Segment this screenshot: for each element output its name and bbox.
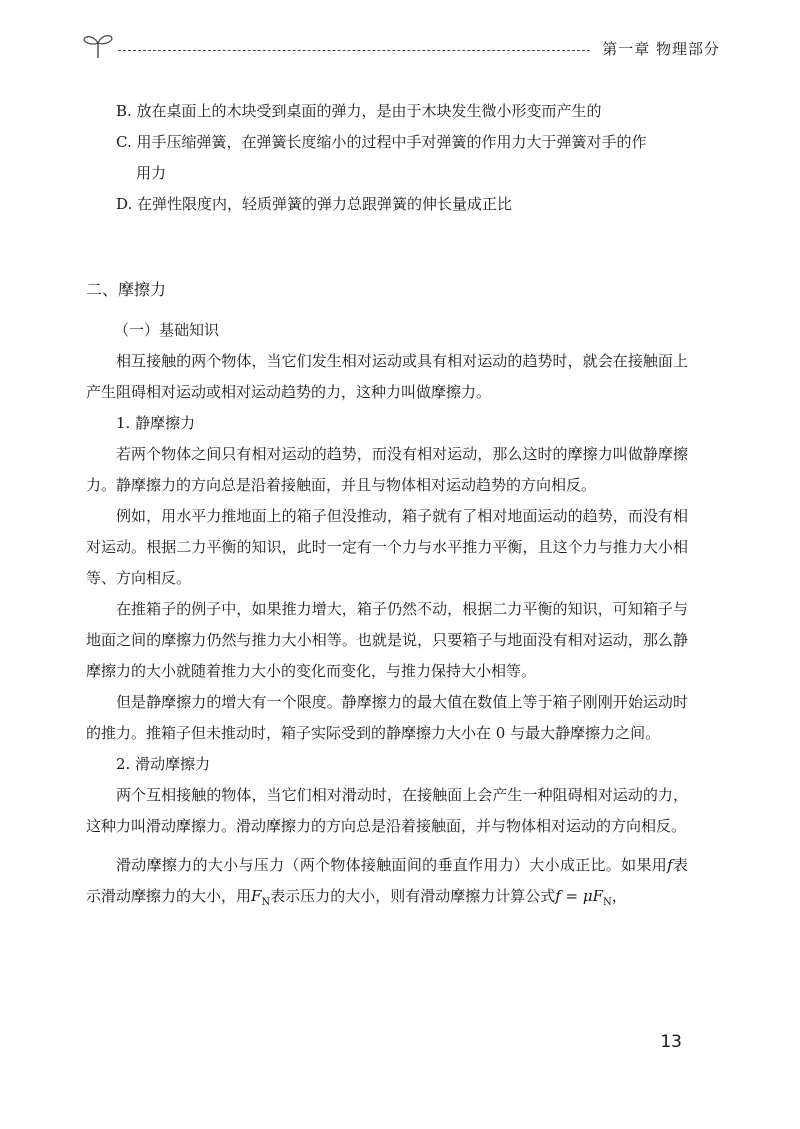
- static-friction-paragraph: 若两个物体之间只有相对运动的趋势，而没有相对运动，那么这时的摩擦力叫做静摩擦力。静摩擦力的方向总是沿着接触面，并且与物体相对运动趋势的方向相反。: [86, 445, 688, 494]
- sprout-icon: [80, 30, 116, 60]
- option-c-continued: 用力: [136, 164, 167, 182]
- option-d: D. 在弹性限度内，轻质弹簧的弹力总跟弹簧的伸长量成正比: [116, 195, 513, 213]
- sliding-friction-paragraph: 两个互相接触的物体，当它们相对滑动时，在接触面上会产生一种阻碍相对运动的力，这种力叫滑动摩擦力。滑动摩擦力的方向总是沿着接触面，并与物体相对运动的方向相反。: [86, 786, 688, 835]
- subsection-title: （一）基础知识: [114, 321, 220, 339]
- page-header: [80, 30, 720, 66]
- options-block: [86, 96, 688, 220]
- page-number: 13: [660, 1032, 682, 1052]
- option-b: B. 放在桌面上的木块受到桌面的弹力，是由于木块发生微小形变而产生的: [116, 102, 602, 120]
- static-friction-heading: 1. 静摩擦力: [116, 414, 196, 432]
- chapter-title: 第一章 物理部分: [602, 40, 720, 58]
- section-title: 二、摩擦力: [86, 280, 167, 299]
- friction-section: [86, 274, 688, 918]
- option-c: C. 用手压缩弹簧，在弹簧长度缩小的过程中手对弹簧的作用力大于弹簧对手的作: [116, 133, 647, 151]
- intro-paragraph: 相互接触的两个物体，当它们发生相对运动或具有相对运动的趋势时，就会在接触面上产生阻碍相对运动或相对运动趋势的力，这种力叫做摩擦力。: [86, 352, 688, 401]
- formula-paragraph: 滑动摩擦力的大小与压力（两个物体接触面间的垂直作用力）大小成正比。如果用f表示滑动摩擦力的大小，用$F_N$表示压力的大小，则有滑动摩擦力计算公式$f = \mu F_N$，: [86, 856, 688, 908]
- example-paragraph: 例如，用水平力推地面上的箱子但没推动，箱子就有了相对地面运动的趋势，而没有相对运动。根据二力平衡的知识，此时一定有一个力与水平推力平衡，且这个力与推力大小相等、方向相反。: [86, 507, 688, 587]
- increase-paragraph: 在推箱子的例子中，如果推力增大，箱子仍然不动，根据二力平衡的知识，可知箱子与地面之间的摩擦力仍然与推力大小相等。也就是说，只要箱子与地面没有相对运动，那么静摩擦力的大小就随着推力大小的变化而变化，与推力保持大小相等。: [86, 600, 688, 680]
- header-rule: [118, 50, 590, 51]
- limit-paragraph: 但是静摩擦力的增大有一个限度。静摩擦力的最大值在数值上等于箱子刚刚开始运动时的推力。推箱子但未推动时，箱子实际受到的静摩擦力大小在 0 与最大静摩擦力之间。: [86, 693, 688, 742]
- sliding-friction-heading: 2. 滑动摩擦力: [116, 755, 211, 773]
